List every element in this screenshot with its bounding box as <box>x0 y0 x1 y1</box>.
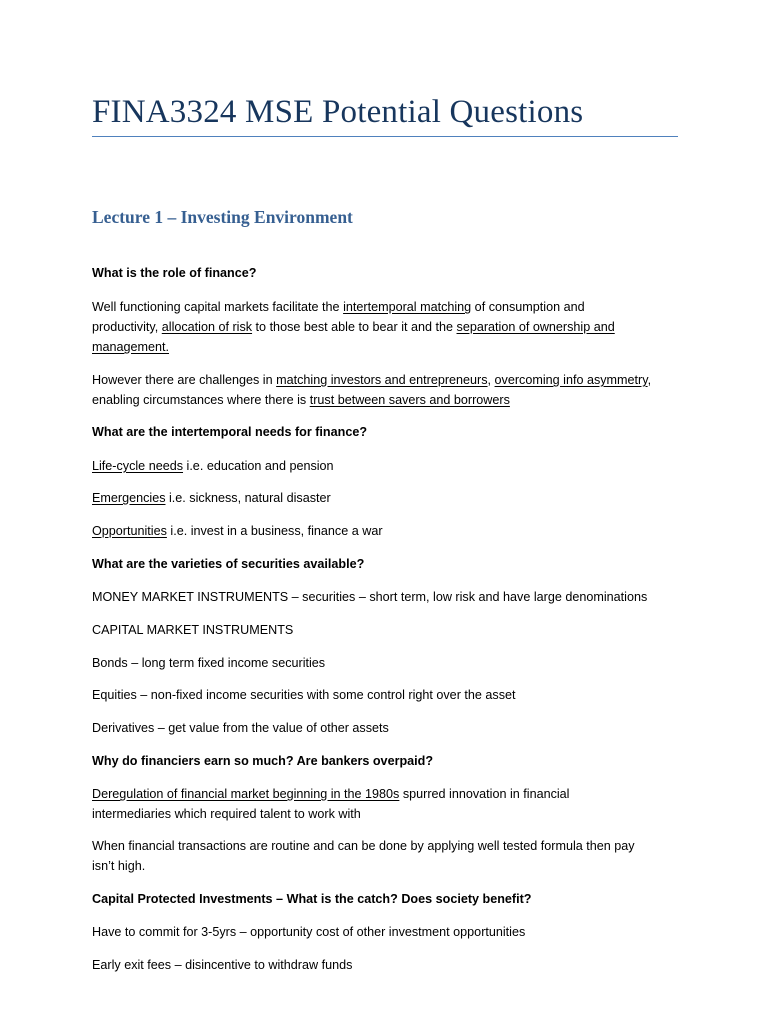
key-term: trust between savers and borrowers <box>309 393 510 407</box>
answer-text: enabling circumstances where there is <box>92 393 310 407</box>
answer-text: Well functioning capital markets facilitate the <box>92 300 344 314</box>
answer-text: isn’t high. <box>92 859 146 873</box>
answer-text: i.e. sickness, natural disaster <box>165 491 331 505</box>
answer-text: of consumption and <box>471 300 585 314</box>
lecture-heading: Lecture 1 – Investing Environment <box>92 207 353 227</box>
list-item <box>92 521 682 541</box>
key-term: overcoming info asymmetry <box>494 373 648 387</box>
list-item <box>92 488 682 508</box>
question-financier-pay: Why do financiers earn so much? Are bankers overpaid? <box>92 754 434 768</box>
key-term: intertemporal matching <box>343 300 472 314</box>
answer-paragraph <box>92 784 682 824</box>
answer-line: MONEY MARKET INSTRUMENTS – securities – short term, low risk and have large denominations <box>92 590 648 604</box>
key-term: Life-cycle needs <box>92 459 184 473</box>
answer-text: , <box>647 373 652 387</box>
answer-text: productivity, <box>92 320 162 334</box>
question-varieties-of-securities: What are the varieties of securities available? <box>92 557 365 571</box>
key-term: matching investors and entrepreneurs <box>276 373 488 387</box>
answer-text: to those best able to bear it and the <box>252 320 457 334</box>
answer-paragraph <box>92 836 682 876</box>
answer-text: intermediaries which required talent to work with <box>92 807 361 821</box>
answer-line: Bonds – long term fixed income securities <box>92 656 326 670</box>
answer-line: Have to commit for 3-5yrs – opportunity cost of other investment opportunities <box>92 925 526 939</box>
answer-text: However there are challenges in <box>92 373 277 387</box>
answer-line: Equities – non-fixed income securities with some control right over the asset <box>92 688 516 702</box>
key-term: Emergencies <box>92 491 166 505</box>
list-item <box>92 456 682 476</box>
document-title: FINA3324 MSE Potential Questions <box>92 94 584 130</box>
answer-line: Early exit fees – disincentive to withdraw funds <box>92 958 353 972</box>
question-intertemporal-needs: What are the intertemporal needs for finance? <box>92 425 368 439</box>
answer-text: spurred innovation in financial <box>399 787 570 801</box>
answer-text: When financial transactions are routine and can be done by applying well tested formula then pay <box>92 839 635 853</box>
key-term: Opportunities <box>92 524 167 538</box>
answer-line: CAPITAL MARKET INSTRUMENTS <box>92 623 294 637</box>
answer-paragraph <box>92 370 682 410</box>
key-term: separation of ownership and <box>456 320 615 334</box>
key-term: allocation of risk <box>161 320 253 334</box>
answer-text: i.e. invest in a business, finance a war <box>166 524 383 538</box>
key-term: management. <box>92 340 170 354</box>
key-term: Deregulation of financial market beginning in the 1980s <box>92 787 400 801</box>
answer-text: , <box>487 373 495 387</box>
answer-text: i.e. education and pension <box>183 459 334 473</box>
answer-paragraph <box>92 297 682 357</box>
answer-line: Derivatives – get value from the value of other assets <box>92 721 389 735</box>
question-role-of-finance: What is the role of finance? <box>92 266 257 280</box>
question-capital-protected-investments: Capital Protected Investments – What is the catch? Does society benefit? <box>92 892 532 906</box>
title-divider <box>92 136 678 137</box>
